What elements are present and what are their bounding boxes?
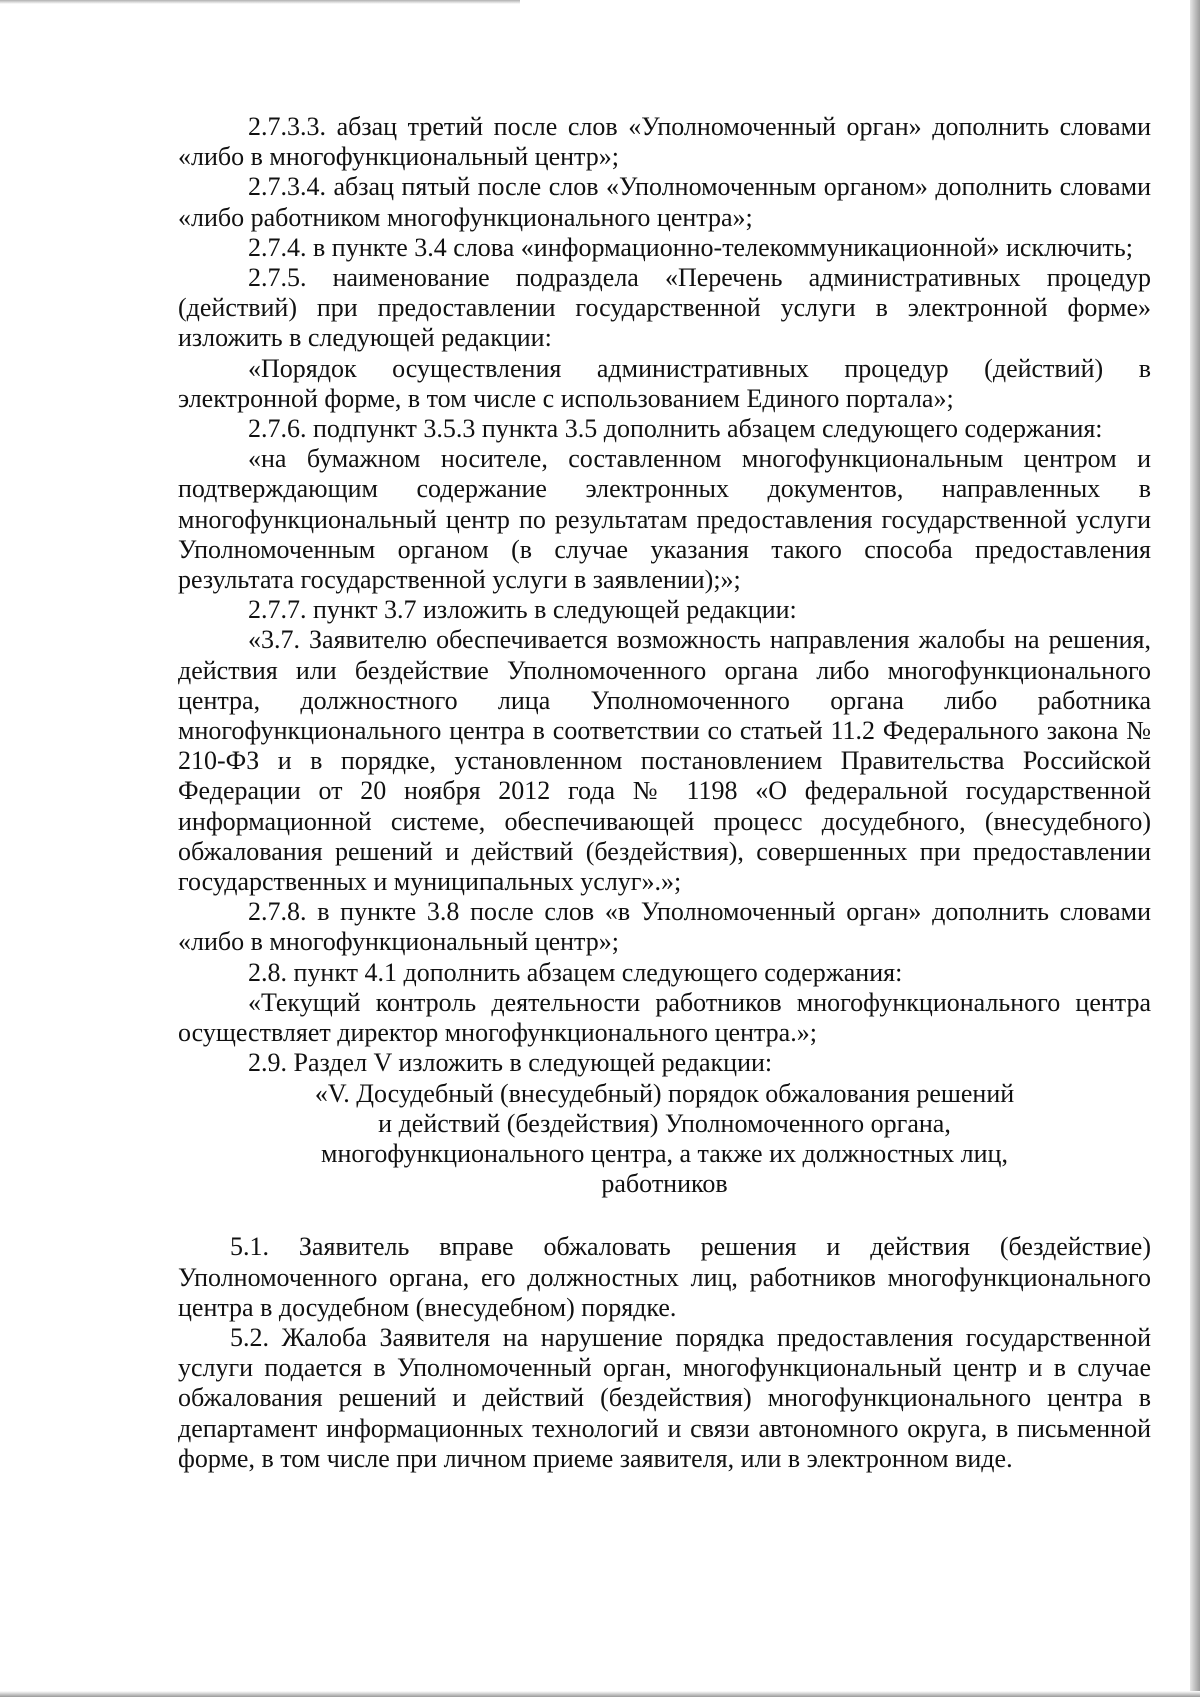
paragraph-2-9: 2.9. Раздел V изложить в следующей редакции: xyxy=(248,1048,773,1078)
paragraph-2-7-6: 2.7.6. подпункт 3.5.3 пункта 3.5 дополнить абзацем следующего содержания: xyxy=(248,414,1103,444)
paragraph-2-8-quote: «Текущий контроль деятельности работников многофункционального центра осуществляет директор многофункционального центра.»; xyxy=(178,987,1151,1048)
paragraph-2-7-6-quote: «на бумажном носителе, составленном многофункциональным центром и подтверждающим содержание электронных документов, направленных в многофункциональный центр по результатам предоставления государственной услуги Уполномоченным органом (в случае указания такого способа предоставления результата государственной услуги в заявлении);»; xyxy=(178,444,1151,595)
paragraph-2-7-5-quote: «Порядок осуществления административных процедур (действий) в электронной форме, в том числе с использованием Единого портала»; xyxy=(178,353,1151,413)
scan-edge-top xyxy=(0,0,520,4)
heading-line: многофункционального центра, а также их должностных лиц, xyxy=(321,1138,1008,1168)
heading-line: работников xyxy=(601,1169,728,1199)
paragraph-2-7-7: 2.7.7. пункт 3.7 изложить в следующей редакции: xyxy=(248,595,797,625)
paragraph-2-7-7-quote: «3.7. Заявителю обеспечивается возможность направления жалобы на решения, действия или бездействие Уполномоченного органа либо многофункционального центра, должностного лица Уполномоченного органа либо работника многофункционального центра в соответствии со статьей 11.2 Федерального закона № 210-ФЗ и в порядке, установленном постановлением Правительства Российской Федерации от 20 ноября 2012 года № 1198 «О федеральной государственной информационной системе, обеспечивающей процесс досудебного, (внесудебного) обжалования решений и действий (бездействия), совершенных при предоставлении государственных и муниципальных услуг».»; xyxy=(178,625,1151,897)
heading-line: и действий (бездействия) Уполномоченного органа, xyxy=(378,1108,951,1138)
paragraph-2-7-8: 2.7.8. в пункте 3.8 после слов «в Уполномоченный орган» дополнить словами «либо в многофункциональный центр»; xyxy=(178,897,1151,957)
paragraph-2-7-3-4: 2.7.3.4. абзац пятый после слов «Уполномоченным органом» дополнить словами «либо работником многофункционального центра»; xyxy=(178,172,1151,232)
paragraph-2-7-4: 2.7.4. в пункте 3.4 слова «информационно-телекоммуникационной» исключить; xyxy=(248,232,1133,262)
paragraph-2-7-3-3: 2.7.3.3. абзац третий после слов «Уполномоченный орган» дополнить словами «либо в многофункциональный центр»; xyxy=(178,112,1151,172)
paragraph-5-2: 5.2. Жалоба Заявителя на нарушение порядка предоставления государственной услуги подается в Уполномоченный орган, многофункциональный центр и в случае обжалования решений и действий (бездействия) многофункционального центра в департамент информационных технологий и связи автономного округа, в письменной форме, в том числе при личном приеме заявителя, или в электронном виде. xyxy=(178,1322,1151,1473)
paragraph-5-1: 5.1. Заявитель вправе обжаловать решения и действия (бездействие) Уполномоченного органа, его должностных лиц, работников многофункционального центра в досудебном (внесудебном) порядке. xyxy=(178,1232,1151,1322)
paragraph-2-8: 2.8. пункт 4.1 дополнить абзацем следующего содержания: xyxy=(248,957,903,987)
section-v-heading xyxy=(178,1079,1151,1200)
scan-edge-bottom xyxy=(0,1691,1200,1697)
spacer xyxy=(178,1199,1151,1232)
paragraph-2-7-5: 2.7.5. наименование подраздела «Перечень административных процедур (действий) при предоставлении государственной услуги в электронной форме» изложить в следующей редакции: xyxy=(178,263,1151,353)
heading-line: «V. Досудебный (внесудебный) порядок обжалования решений xyxy=(314,1078,1015,1108)
scan-edge-right xyxy=(1190,0,1200,1697)
document-body xyxy=(178,112,1151,1474)
